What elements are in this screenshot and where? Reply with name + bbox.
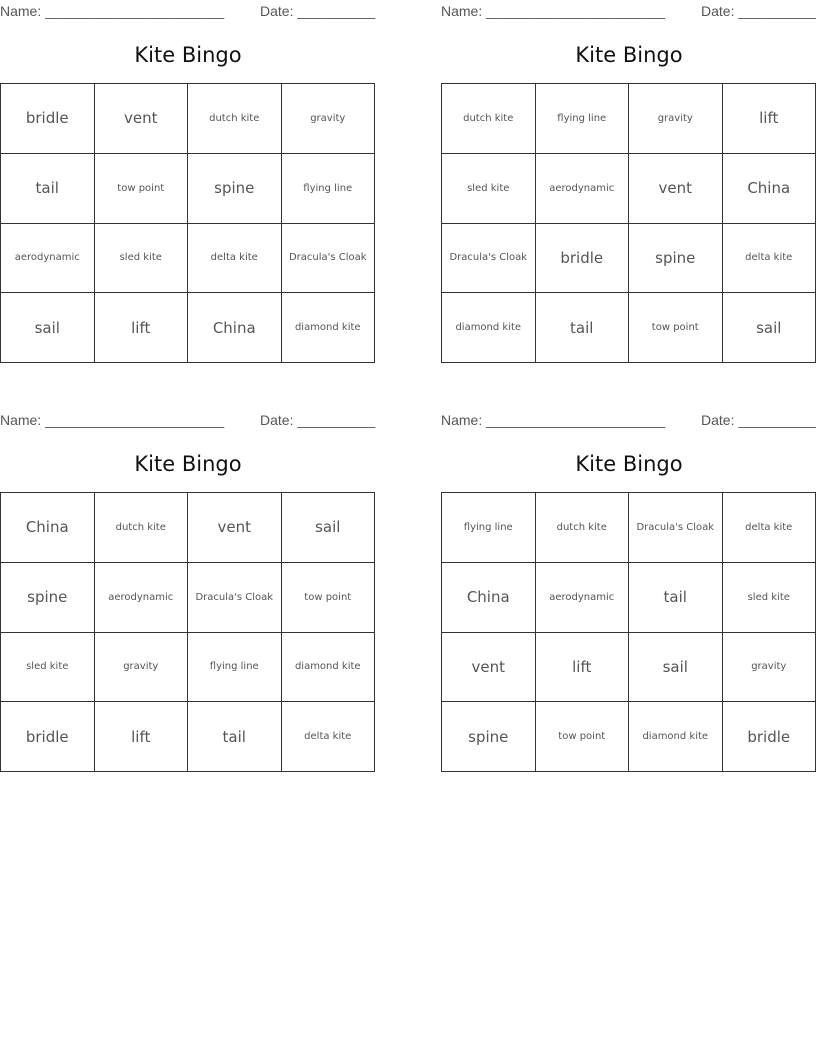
bingo-cell: delta kite [188, 224, 282, 294]
bingo-cell: aerodynamic [1, 224, 95, 294]
bingo-cell: lift [95, 702, 189, 772]
bingo-cell: tail [1, 154, 95, 224]
bingo-cell: delta kite [282, 702, 376, 772]
bingo-cell: tail [188, 702, 282, 772]
bingo-cell: aerodynamic [536, 563, 630, 633]
bingo-cell: sail [282, 493, 376, 563]
bingo-cell: flying line [188, 633, 282, 703]
bingo-cell: dutch kite [442, 84, 536, 154]
bingo-cell: dutch kite [95, 493, 189, 563]
bingo-card-3 [0, 409, 376, 746]
bingo-cell: diamond kite [282, 293, 376, 363]
bingo-cell: sled kite [723, 563, 816, 633]
bingo-cell: dutch kite [536, 493, 630, 563]
bingo-cell: delta kite [723, 224, 816, 294]
bingo-cell: spine [629, 224, 723, 294]
bingo-cell: tow point [95, 154, 189, 224]
bingo-cell: tow point [629, 293, 723, 363]
date-field-label: Date: __________ [260, 3, 376, 19]
bingo-cell: vent [442, 633, 536, 703]
bingo-cell: sled kite [442, 154, 536, 224]
bingo-cell: spine [1, 563, 95, 633]
bingo-cell: gravity [95, 633, 189, 703]
bingo-cell: aerodynamic [536, 154, 630, 224]
bingo-cell: bridle [723, 702, 816, 772]
date-field-label: Date: __________ [701, 3, 816, 19]
bingo-cell: tow point [536, 702, 630, 772]
date-field-label: Date: __________ [260, 412, 376, 428]
bingo-cell: sled kite [95, 224, 189, 294]
bingo-grid [441, 492, 816, 772]
card-header [0, 409, 376, 431]
bingo-cell: dutch kite [188, 84, 282, 154]
bingo-cell: Dracula's Cloak [282, 224, 376, 294]
name-field-label: Name: _______________________ [441, 3, 666, 19]
bingo-cell: Dracula's Cloak [442, 224, 536, 294]
bingo-cell: tow point [282, 563, 376, 633]
date-field-label: Date: __________ [701, 412, 816, 428]
name-field-label: Name: _______________________ [0, 3, 225, 19]
bingo-cell: flying line [536, 84, 630, 154]
bingo-cell: China [1, 493, 95, 563]
bingo-cell: bridle [536, 224, 630, 294]
bingo-cell: China [442, 563, 536, 633]
bingo-cell: tail [536, 293, 630, 363]
bingo-cell: spine [188, 154, 282, 224]
bingo-grid [0, 83, 375, 363]
bingo-cell: gravity [282, 84, 376, 154]
bingo-cell: lift [723, 84, 816, 154]
bingo-cell: Dracula's Cloak [188, 563, 282, 633]
bingo-card-4 [441, 409, 816, 746]
bingo-cell: lift [536, 633, 630, 703]
bingo-cell: flying line [282, 154, 376, 224]
bingo-cell: delta kite [723, 493, 816, 563]
bingo-cell: bridle [1, 84, 95, 154]
bingo-cell: flying line [442, 493, 536, 563]
bingo-cell: lift [95, 293, 189, 363]
card-header [441, 0, 816, 22]
bingo-cell: spine [442, 702, 536, 772]
bingo-cell: China [188, 293, 282, 363]
bingo-cell: vent [629, 154, 723, 224]
bingo-cell: diamond kite [442, 293, 536, 363]
bingo-cell: sled kite [1, 633, 95, 703]
bingo-cell: vent [188, 493, 282, 563]
bingo-card-1 [0, 0, 376, 337]
card-title: Kite Bingo [575, 43, 683, 67]
card-header [0, 0, 376, 22]
card-title: Kite Bingo [575, 452, 683, 476]
bingo-cell: sail [629, 633, 723, 703]
card-title: Kite Bingo [134, 43, 242, 67]
bingo-cell: bridle [1, 702, 95, 772]
name-field-label: Name: _______________________ [0, 412, 225, 428]
name-field-label: Name: _______________________ [441, 412, 666, 428]
card-header [441, 409, 816, 431]
bingo-cell: sail [723, 293, 816, 363]
bingo-grid [0, 492, 375, 772]
card-title: Kite Bingo [134, 452, 242, 476]
bingo-cell: gravity [629, 84, 723, 154]
bingo-cell: sail [1, 293, 95, 363]
bingo-cell: gravity [723, 633, 816, 703]
bingo-cell: aerodynamic [95, 563, 189, 633]
bingo-card-2 [441, 0, 816, 337]
bingo-cell: tail [629, 563, 723, 633]
bingo-cell: vent [95, 84, 189, 154]
bingo-cell: China [723, 154, 816, 224]
bingo-cell: diamond kite [629, 702, 723, 772]
bingo-grid [441, 83, 816, 363]
bingo-cell: diamond kite [282, 633, 376, 703]
bingo-cell: Dracula's Cloak [629, 493, 723, 563]
